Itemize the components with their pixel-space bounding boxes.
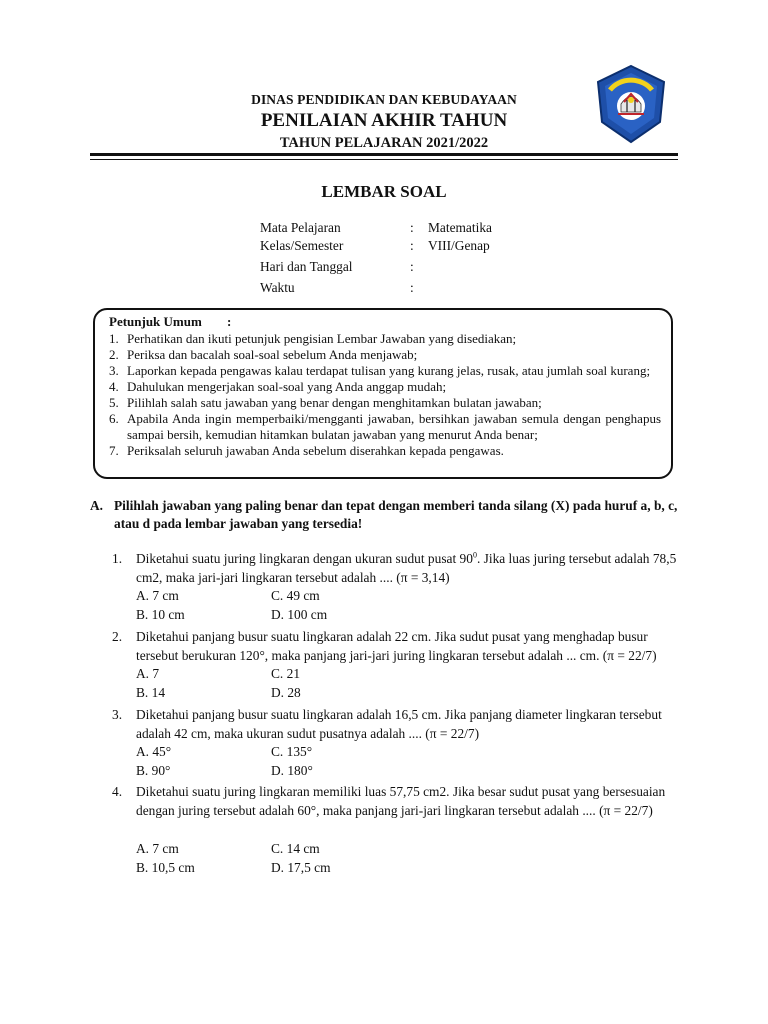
instruction-number: 4. [109,379,119,394]
info-row-class [260,238,640,256]
info-label: Mata Pelajaran [260,220,341,235]
question-number: 4. [112,784,123,799]
academic-year: TAHUN PELAJARAN 2021/2022 [279,135,489,151]
tut-wuri-handayani-logo [594,64,668,144]
info-label: Waktu [260,280,295,295]
question-text: Diketahui panjang busur suatu lingkaran adalah 22 cm. Jika sudut pusat yang menghadap busur tersebut berukuran 120°, maka panjang jari-jari juring lingkaran tersebut adalah ... cm. (π = 22/7) [136,629,657,663]
general-instructions-box [93,308,673,479]
info-value: Matematika [428,220,492,235]
info-colon: : [410,259,414,274]
info-row-subject [260,220,640,238]
option-c[interactable]: C. 21 [271,666,301,681]
instruction-item [109,411,661,443]
option-c[interactable]: C. 135° [271,744,313,759]
info-row-time [260,280,640,298]
instruction-text: Perhatikan dan ikuti petunjuk pengisian Lembar Jawaban yang disediakan; [127,331,517,346]
header-rule-thin [90,159,678,160]
option-c[interactable]: C. 49 cm [271,588,320,603]
option-b[interactable]: B. 14 [136,685,166,700]
info-colon: : [410,238,414,253]
sheet-title: LEMBAR SOAL [321,182,447,201]
instruction-item [109,331,661,347]
instruction-number: 3. [109,363,119,378]
option-b[interactable]: B. 10,5 cm [136,860,195,875]
info-label: Kelas/Semester [260,238,344,253]
instruction-text: Apabila Anda ingin memperbaiki/mengganti jawaban, bersihkan jawaban semula dengan penghapus sampai bersih, kemudian hitamkan bulatan jawaban yang menurut Anda benar; [127,411,661,442]
option-d[interactable]: D. 180° [271,763,313,778]
option-d[interactable]: D. 100 cm [271,607,328,622]
option-a[interactable]: A. 45° [136,744,172,759]
info-label: Hari dan Tanggal [260,259,353,274]
instructions-title: Petunjuk Umum [109,314,202,329]
header-rule-thick [90,153,678,156]
instruction-number: 5. [109,395,119,410]
option-c[interactable]: C. 14 cm [271,841,320,856]
option-a[interactable]: A. 7 [136,666,160,681]
instruction-item [109,363,661,379]
instruction-text: Laporkan kepada pengawas kalau terdapat tulisan yang kurang jelas, rusak, atau jumlah soal kurang; [127,363,651,378]
instruction-text: Pilihlah salah satu jawaban yang benar dengan menghitamkan bulatan jawaban; [127,395,542,410]
question-number: 1. [112,551,123,566]
option-d[interactable]: D. 28 [271,685,301,700]
option-a[interactable]: A. 7 cm [136,841,179,856]
instruction-text: Periksalah seluruh jawaban Anda sebelum diserahkan kepada pengawas. [127,443,504,458]
section-letter: A. [90,498,104,513]
instruction-number: 2. [109,347,119,362]
instruction-number: 7. [109,443,119,458]
option-b[interactable]: B. 10 cm [136,607,185,622]
instructions-list [109,331,661,459]
degree-superscript: 0 [472,550,477,560]
instruction-text: Dahulukan mengerjakan soal-soal yang Anda anggap mudah; [127,379,447,394]
section-instruction: Pilihlah jawaban yang paling benar dan tepat dengan memberi tanda silang (X) pada huruf a, b, c, atau d pada lembar jawaban yang tersedia! [114,498,678,531]
instructions-colon: : [227,314,232,329]
instruction-number: 1. [109,331,119,346]
info-row-date [260,259,640,277]
institution-name: DINAS PENDIDIKAN DAN KEBUDAYAAN [251,92,517,107]
instruction-item [109,395,661,411]
question-text: Diketahui suatu juring lingkaran memiliki luas 57,75 cm2. Jika besar sudut pusat yang bersesuaian dengan juring tersebut adalah 60°, maka panjang jari-jari lingkaran tersebut adalah .... (π = 22/7) [136,784,666,818]
option-d[interactable]: D. 17,5 cm [271,860,331,875]
info-colon: : [410,220,414,235]
question-text-part: Diketahui suatu juring lingkaran dengan ukuran sudut pusat 90 [136,551,473,566]
info-colon: : [410,280,414,295]
question-number: 2. [112,629,123,644]
instruction-item [109,379,661,395]
instruction-item [109,347,661,363]
question-number: 3. [112,707,123,722]
info-value: VIII/Genap [428,238,490,253]
instruction-item [109,443,661,459]
question-text-part: . Jika luas juring tersebut adalah 78,5 cm2, maka jari-jari lingkaran tersebut adalah .... (π = 3,14) [136,551,677,585]
question-text [136,550,682,587]
instruction-text: Periksa dan bacalah soal-soal sebelum Anda menjawab; [127,347,418,362]
exam-title: PENILAIAN AKHIR TAHUN [260,110,508,131]
option-a[interactable]: A. 7 cm [136,588,179,603]
option-b[interactable]: B. 90° [136,763,171,778]
instruction-number: 6. [109,411,119,426]
question-text: Diketahui panjang busur suatu lingkaran adalah 16,5 cm. Jika panjang diameter lingkaran tersebut adalah 42 cm, maka ukuran sudut pusatnya adalah .... (π = 22/7) [136,707,662,741]
